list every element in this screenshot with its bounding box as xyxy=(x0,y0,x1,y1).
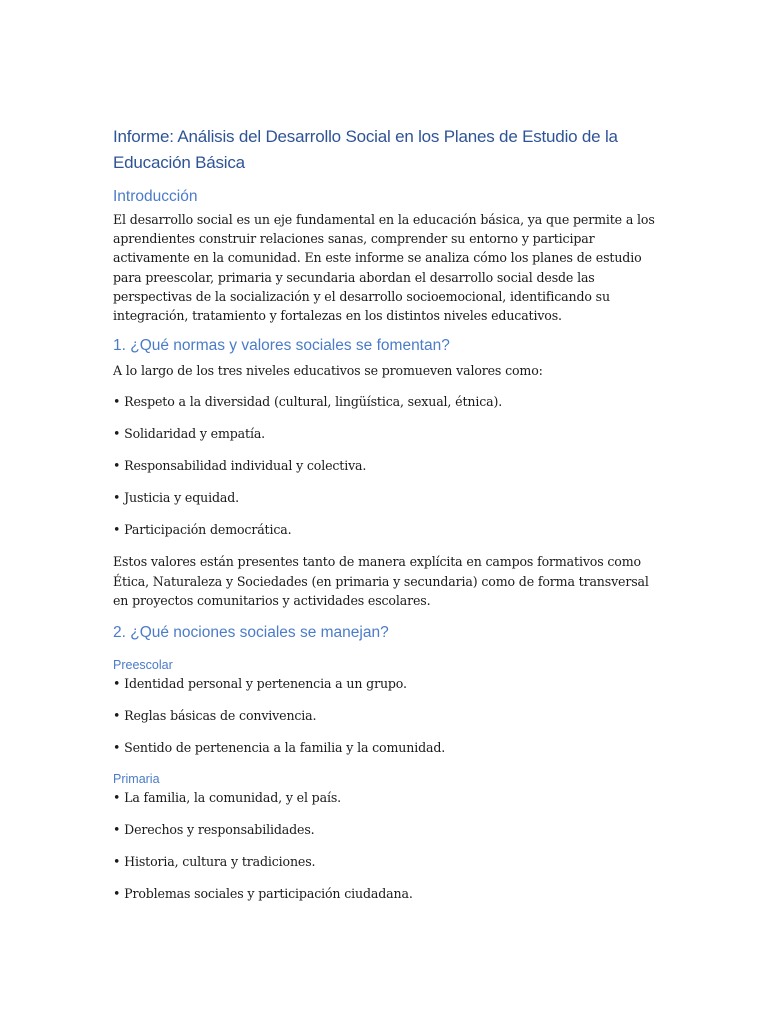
section1-heading: 1. ¿Qué normas y valores sociales se fomentan? xyxy=(113,337,450,355)
list-item: • Derechos y responsabilidades. xyxy=(113,822,315,838)
primaria-list xyxy=(113,788,658,903)
section2-heading: 2. ¿Qué nociones sociales se manejan? xyxy=(113,624,389,642)
list-item: • Participación democrática. xyxy=(113,522,292,538)
list-item: • Reglas básicas de convivencia. xyxy=(113,708,317,724)
list-item: • Responsabilidad individual y colectiva. xyxy=(113,458,367,474)
list-item: • Problemas sociales y participación ciudadana. xyxy=(113,886,413,902)
list-item: • Historia, cultura y tradiciones. xyxy=(113,854,316,870)
list-item: • Solidaridad y empatía. xyxy=(113,426,266,442)
section1-closing: Estos valores están presentes tanto de manera explícita en campos formativos como Ética, Naturaleza y Sociedades (en primaria y secundaria) como de forma transversal en proyectos comunitarios y actividades escolares. xyxy=(113,554,649,608)
list-item: • Justicia y equidad. xyxy=(113,490,239,506)
section1-lead: A lo largo de los tres niveles educativos se promueven valores como: xyxy=(113,363,543,379)
list-item: • Sentido de pertenencia a la familia y la comunidad. xyxy=(113,740,446,756)
primaria-heading: Primaria xyxy=(113,772,160,787)
list-item: • La familia, la comunidad, y el país. xyxy=(113,790,341,806)
intro-heading: Introducción xyxy=(113,188,198,205)
list-item: • Respeto a la diversidad (cultural, lingüística, sexual, étnica). xyxy=(113,394,503,410)
document-title: Informe: Análisis del Desarrollo Social en los Planes de Estudio de la Educación Básica xyxy=(113,127,618,172)
preescolar-heading: Preescolar xyxy=(113,658,173,673)
preescolar-list xyxy=(113,674,658,757)
values-list xyxy=(113,392,658,539)
intro-paragraph: El desarrollo social es un eje fundamental en la educación básica, ya que permite a los aprendientes construir relaciones sanas, comprender su entorno y participar activamente en la comunidad. En este informe se analiza cómo los planes de estudio para preescolar, primaria y secundaria abordan el desarrollo social desde las perspectivas de la socialización y el desarrollo socioemocional, identificando su integración, tratamiento y fortalezas en los distintos niveles educativos. xyxy=(113,212,655,324)
list-item: • Identidad personal y pertenencia a un grupo. xyxy=(113,676,407,692)
